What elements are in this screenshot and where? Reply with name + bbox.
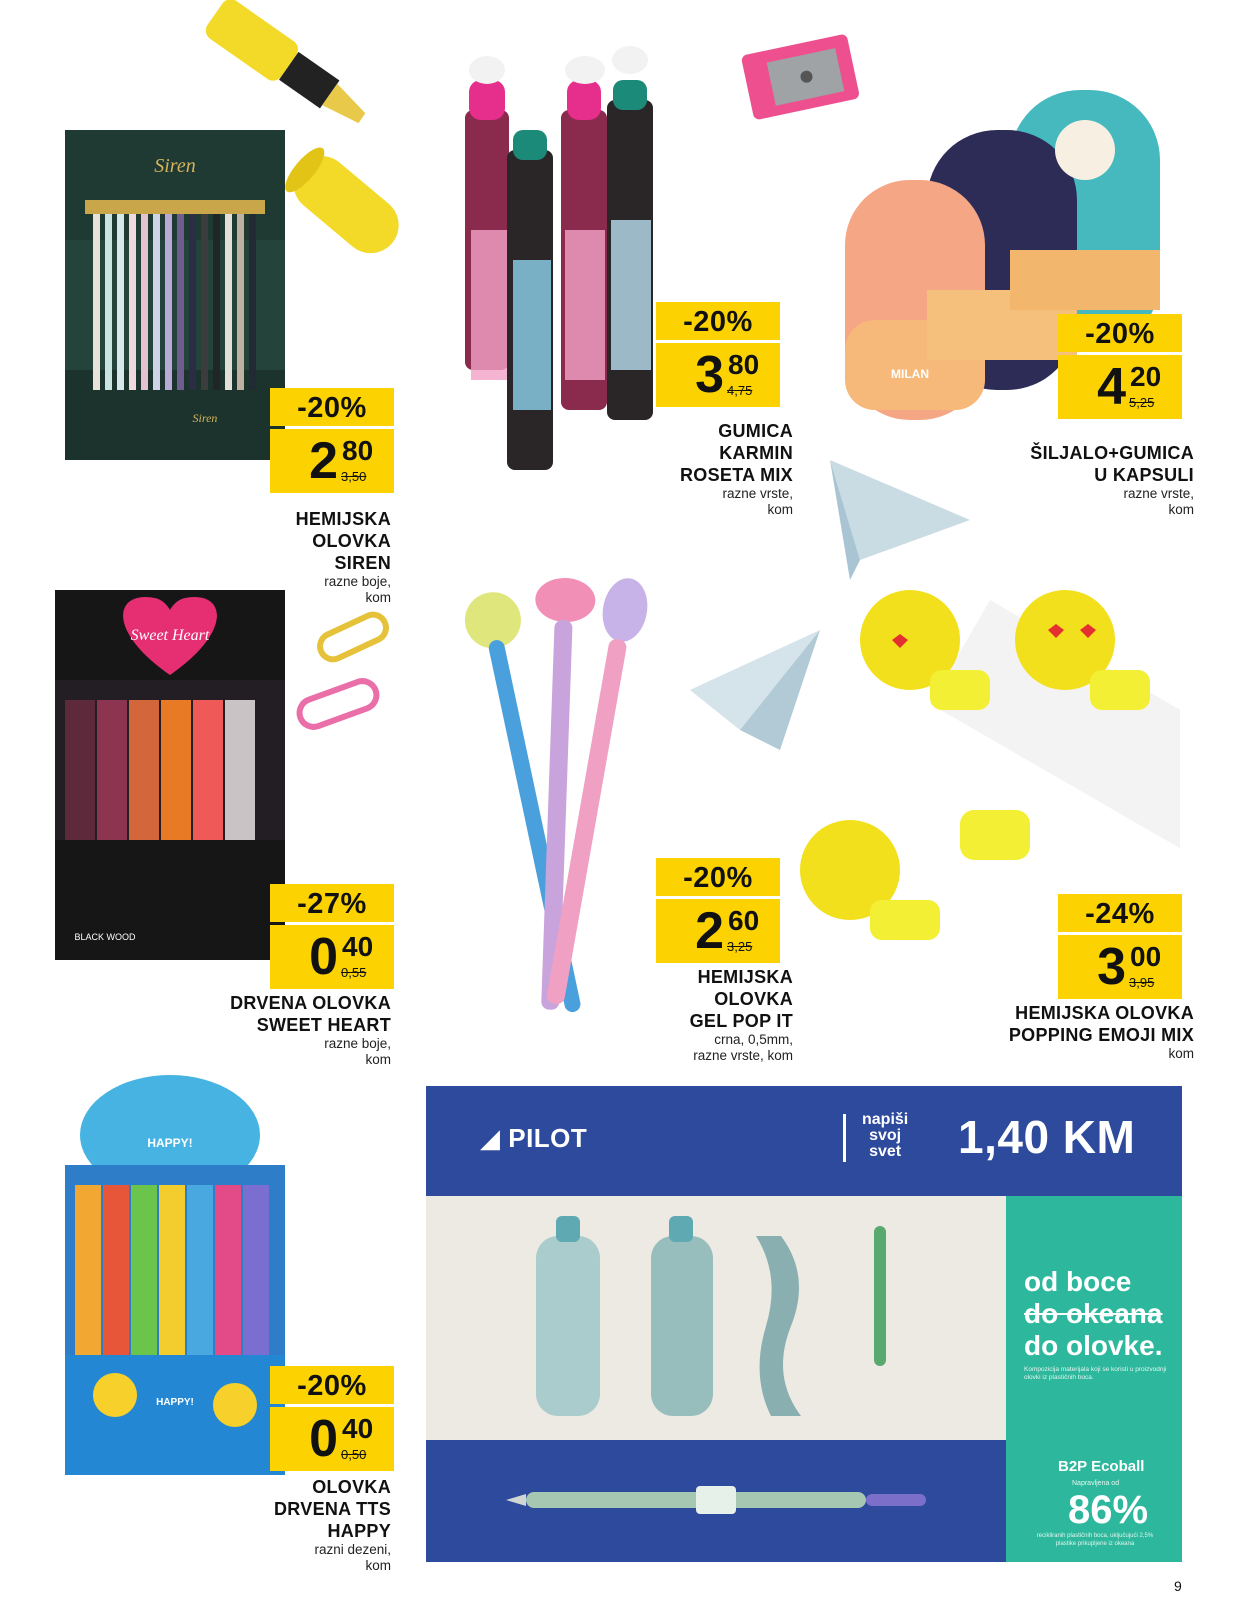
product-name-line: OLOVKA bbox=[714, 989, 793, 1009]
pilot-bottles-panel bbox=[426, 1196, 1006, 1440]
siren-display-image bbox=[55, 120, 295, 470]
pilot-brand-logo bbox=[480, 1123, 587, 1154]
price-main: 0 bbox=[309, 1410, 338, 1468]
product-desc-line: kom bbox=[1168, 502, 1194, 517]
price-badge-sweetheart bbox=[270, 884, 394, 989]
price-main: 2 bbox=[309, 432, 338, 490]
price-main: 3 bbox=[695, 346, 724, 404]
siljalo-brand-label: MILAN bbox=[891, 367, 929, 381]
product-desc-line: razne boje, bbox=[324, 1036, 391, 1051]
product-desc-line: kom bbox=[365, 590, 391, 605]
product-name-line: HEMIJSKA OLOVKA bbox=[1015, 1003, 1194, 1023]
slogan-line: svoj bbox=[869, 1127, 902, 1144]
discount-label: -24% bbox=[1058, 894, 1182, 932]
ecoball-brand: B2P Ecoball bbox=[1058, 1458, 1145, 1475]
product-desc-line: razne vrste, bbox=[1123, 486, 1194, 501]
product-name-line: DRVENA OLOVKA bbox=[230, 993, 391, 1013]
pilot-divider bbox=[843, 1114, 846, 1162]
old-price: 3,25 bbox=[727, 939, 753, 954]
product-name-line: HEMIJSKA bbox=[697, 967, 793, 987]
product-name-line: SWEET HEART bbox=[256, 1015, 391, 1035]
discount-label: -20% bbox=[270, 1366, 394, 1404]
price-badge-happy bbox=[270, 1366, 394, 1471]
paperclip-image bbox=[290, 610, 410, 760]
product-name-line: U KAPSULI bbox=[1094, 465, 1194, 485]
price-badge-siren bbox=[270, 388, 394, 493]
product-desc-line: kom bbox=[767, 502, 793, 517]
product-name-line: HEMIJSKA bbox=[295, 509, 391, 529]
product-name-line: HAPPY bbox=[327, 1521, 391, 1541]
slogan-line: svet bbox=[869, 1143, 902, 1160]
product-text-emoji bbox=[1009, 1002, 1194, 1062]
ecoball-pen-illustration bbox=[426, 1440, 1006, 1562]
product-name-line: KARMIN bbox=[719, 443, 793, 463]
product-name-line: ŠILJALO+GUMICA bbox=[1030, 443, 1194, 463]
price-cents: 80 bbox=[728, 349, 760, 380]
product-text-siljalo bbox=[1030, 442, 1194, 518]
old-price: 5,25 bbox=[1129, 395, 1155, 410]
product-name-line: GEL POP IT bbox=[689, 1011, 793, 1031]
price-cents: 40 bbox=[342, 931, 374, 962]
discount-label: -20% bbox=[270, 388, 394, 426]
product-text-sweetheart bbox=[230, 992, 391, 1068]
product-name-line: OLOVKA bbox=[312, 1477, 391, 1497]
price-badge-emoji bbox=[1058, 894, 1182, 999]
old-price: 0,50 bbox=[341, 1447, 367, 1462]
headline-line: od boce bbox=[1024, 1266, 1132, 1297]
siren-display-sublabel: Siren bbox=[192, 411, 218, 425]
product-text-karmin bbox=[680, 420, 793, 518]
product-desc-line: razne vrste, kom bbox=[693, 1048, 793, 1063]
product-name-line: POPPING EMOJI MIX bbox=[1008, 1025, 1194, 1045]
karmin-eraser-image bbox=[455, 40, 700, 480]
price-main: 2 bbox=[695, 902, 724, 960]
bottles-illustration bbox=[426, 1196, 1006, 1440]
siren-display-label: Siren bbox=[154, 155, 196, 177]
old-price: 0,55 bbox=[341, 965, 367, 980]
sweetheart-display-label: Sweet Heart bbox=[130, 627, 210, 644]
old-price: 3,50 bbox=[341, 469, 367, 484]
product-text-popit bbox=[690, 966, 793, 1064]
discount-label: -27% bbox=[270, 884, 394, 922]
product-desc-line: razni dezeni, bbox=[314, 1542, 391, 1557]
product-desc-line: crna, 0,5mm, bbox=[714, 1032, 793, 1047]
product-desc-line: razne vrste, bbox=[722, 486, 793, 501]
price-badge-popit bbox=[656, 858, 780, 963]
happy-display-image bbox=[45, 1065, 295, 1485]
pilot-price: 1,40 KM bbox=[958, 1111, 1136, 1163]
product-name-line: DRVENA TTS bbox=[273, 1499, 391, 1519]
happy-display-sublabel: HAPPY! bbox=[156, 1397, 194, 1408]
discount-label: -20% bbox=[656, 302, 780, 340]
product-desc-line: razne boje, bbox=[324, 574, 391, 589]
happy-display-label: HAPPY! bbox=[147, 1136, 193, 1150]
slogan-line: napiši bbox=[862, 1111, 909, 1128]
eco-headline bbox=[1024, 1266, 1162, 1362]
price-badge-karmin bbox=[656, 302, 780, 407]
pilot-pen-panel bbox=[426, 1440, 1006, 1562]
headline-line: do olovke. bbox=[1024, 1330, 1163, 1361]
old-price: 3,95 bbox=[1129, 975, 1155, 990]
sweetheart-display-sublabel: BLACK WOOD bbox=[74, 932, 136, 942]
popit-pen-image bbox=[455, 540, 670, 1030]
product-desc-line: kom bbox=[365, 1558, 391, 1573]
product-name-line: SIREN bbox=[334, 553, 391, 573]
product-desc-line: kom bbox=[365, 1052, 391, 1067]
ecoball-percent: 86% bbox=[1068, 1488, 1149, 1532]
price-cents: 00 bbox=[1130, 941, 1162, 972]
product-text-happy bbox=[274, 1476, 391, 1574]
pilot-logo-icon: ◢ bbox=[480, 1123, 501, 1153]
old-price: 4,75 bbox=[727, 383, 753, 398]
price-main: 4 bbox=[1097, 358, 1126, 416]
price-main: 3 bbox=[1097, 938, 1126, 996]
eco-fine-print: Kompozicija materijala koji se koristi u proizvodnji olovki iz plastičnih boca. bbox=[1024, 1366, 1167, 1381]
price-cents: 60 bbox=[728, 905, 760, 936]
product-name-line: ROSETA MIX bbox=[679, 465, 793, 485]
product-name-line: OLOVKA bbox=[312, 531, 391, 551]
pilot-slogan bbox=[862, 1112, 908, 1160]
product-desc-line: kom bbox=[1168, 1046, 1194, 1061]
discount-label: -20% bbox=[1058, 314, 1182, 352]
sweetheart-display-image bbox=[45, 580, 295, 970]
headline-line-strike: do okeana bbox=[1024, 1298, 1163, 1329]
price-cents: 80 bbox=[342, 435, 374, 466]
price-badge-siljalo bbox=[1058, 314, 1182, 419]
price-cents: 40 bbox=[342, 1413, 374, 1444]
price-cents: 20 bbox=[1130, 361, 1162, 392]
product-text-siren bbox=[296, 508, 391, 606]
discount-label: -20% bbox=[656, 858, 780, 896]
product-name-line: GUMICA bbox=[718, 421, 793, 441]
price-main: 0 bbox=[309, 928, 338, 986]
page-number: 9 bbox=[1174, 1578, 1182, 1594]
ecoball-small-print: recikliranih plastičnih boca, uključujući 2,5% plastike prikupljene iz okeana bbox=[1036, 1533, 1154, 1547]
pilot-brand: PILOT bbox=[508, 1123, 588, 1153]
ecoball-note: Napravljena od bbox=[1072, 1480, 1120, 1487]
